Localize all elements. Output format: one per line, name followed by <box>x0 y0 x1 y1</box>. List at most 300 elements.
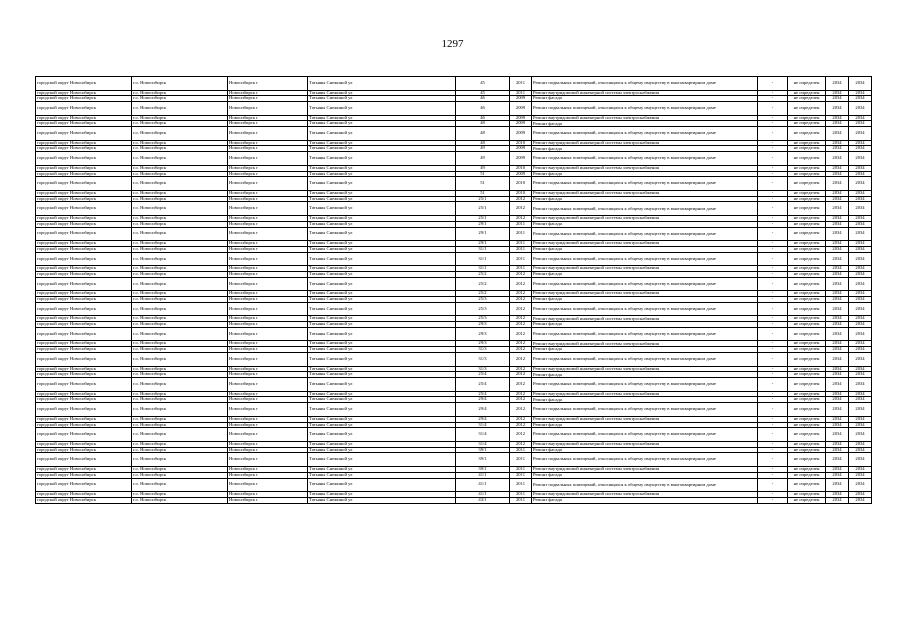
plan-year-start-cell: 2034 <box>826 327 849 341</box>
settlement-cell: г.о. Новосибирск <box>132 246 228 252</box>
city-cell: Новосибирск г <box>228 391 308 397</box>
dash-cell: - <box>758 372 788 378</box>
settlement-cell: г.о. Новосибирск <box>132 341 228 347</box>
city-cell: Новосибирск г <box>228 196 308 202</box>
settlement-cell: г.о. Новосибирск <box>132 397 228 403</box>
city-cell: Новосибирск г <box>228 397 308 403</box>
work-type-cell: Ремонт подвальных помещений, относящихся к общему имуществу в многоквартирном доме <box>532 453 758 467</box>
table-row <box>36 353 872 367</box>
district-cell: городской округ Новосибирск <box>36 416 132 422</box>
district-cell: городской округ Новосибирск <box>36 246 132 252</box>
district-cell: городской округ Новосибирск <box>36 322 132 328</box>
house-cell: 25/3 <box>456 297 510 303</box>
city-cell: Новосибирск г <box>228 277 308 291</box>
work-type-cell: Ремонт фасада <box>532 121 758 127</box>
year-built-cell: 2011 <box>510 466 532 472</box>
street-cell: Татьяны Снежиной ул <box>308 322 456 328</box>
district-cell: городской округ Новосибирск <box>36 291 132 297</box>
plan-year-end-cell: 2034 <box>849 127 872 141</box>
city-cell: Новосибирск г <box>228 403 308 417</box>
plan-year-start-cell: 2034 <box>826 221 849 227</box>
street-cell: Татьяны Снежиной ул <box>308 190 456 196</box>
settlement-cell: г.о. Новосибирск <box>132 316 228 322</box>
settlement-cell: г.о. Новосибирск <box>132 297 228 303</box>
house-cell: 39/1 <box>456 453 510 467</box>
plan-year-start-cell: 2034 <box>826 428 849 442</box>
work-type-cell: Ремонт фасада <box>532 221 758 227</box>
plan-year-end-cell: 2034 <box>849 77 872 91</box>
dash-cell: - <box>758 202 788 216</box>
status-cell: не определен <box>788 190 826 196</box>
settlement-cell: г.о. Новосибирск <box>132 102 228 116</box>
work-type-cell: Ремонт фасада <box>532 196 758 202</box>
city-cell: Новосибирск г <box>228 215 308 221</box>
status-cell: не определен <box>788 453 826 467</box>
status-cell: не определен <box>788 102 826 116</box>
table-row <box>36 152 872 166</box>
plan-year-start-cell: 2034 <box>826 152 849 166</box>
district-cell: городской округ Новосибирск <box>36 96 132 102</box>
year-built-cell: 2011 <box>510 241 532 247</box>
status-cell: не определен <box>788 196 826 202</box>
plan-year-end-cell: 2034 <box>849 447 872 453</box>
year-built-cell: 2011 <box>510 472 532 478</box>
work-type-cell: Ремонт внутридомовой инженерной системы электроснабжения <box>532 266 758 272</box>
city-cell: Новосибирск г <box>228 90 308 96</box>
plan-year-start-cell: 2034 <box>826 416 849 422</box>
district-cell: городской округ Новосибирск <box>36 391 132 397</box>
district-cell: городской округ Новосибирск <box>36 190 132 196</box>
settlement-cell: г.о. Новосибирск <box>132 466 228 472</box>
district-cell: городской округ Новосибирск <box>36 115 132 121</box>
house-cell: 25/3 <box>456 302 510 316</box>
house-cell: 48 <box>456 121 510 127</box>
house-cell: 25/1 <box>456 202 510 216</box>
city-cell: Новосибирск г <box>228 316 308 322</box>
settlement-cell: г.о. Новосибирск <box>132 497 228 503</box>
dash-cell: - <box>758 152 788 166</box>
plan-year-end-cell: 2034 <box>849 372 872 378</box>
city-cell: Новосибирск г <box>228 472 308 478</box>
year-built-cell: 2012 <box>510 353 532 367</box>
work-type-cell: Ремонт внутридомовой инженерной системы электроснабжения <box>532 466 758 472</box>
street-cell: Татьяны Снежиной ул <box>308 416 456 422</box>
dash-cell: - <box>758 353 788 367</box>
district-cell: городской округ Новосибирск <box>36 478 132 492</box>
street-cell: Татьяны Снежиной ул <box>308 347 456 353</box>
dash-cell: - <box>758 241 788 247</box>
district-cell: городской округ Новосибирск <box>36 397 132 403</box>
street-cell: Татьяны Снежиной ул <box>308 152 456 166</box>
dash-cell: - <box>758 302 788 316</box>
house-cell: 31/1 <box>456 266 510 272</box>
plan-year-end-cell: 2034 <box>849 196 872 202</box>
table-row <box>36 497 872 503</box>
house-cell: 43/1 <box>456 497 510 503</box>
plan-year-end-cell: 2034 <box>849 121 872 127</box>
district-cell: городской округ Новосибирск <box>36 152 132 166</box>
status-cell: не определен <box>788 127 826 141</box>
house-cell: 31/3 <box>456 366 510 372</box>
plan-year-end-cell: 2034 <box>849 353 872 367</box>
year-built-cell: 2009 <box>510 102 532 116</box>
street-cell: Татьяны Снежиной ул <box>308 177 456 191</box>
city-cell: Новосибирск г <box>228 441 308 447</box>
table-row <box>36 403 872 417</box>
dash-cell: - <box>758 140 788 146</box>
year-built-cell: 2009 <box>510 121 532 127</box>
city-cell: Новосибирск г <box>228 453 308 467</box>
status-cell: не определен <box>788 492 826 498</box>
dash-cell: - <box>758 447 788 453</box>
plan-year-end-cell: 2034 <box>849 152 872 166</box>
plan-year-start-cell: 2034 <box>826 246 849 252</box>
plan-year-start-cell: 2034 <box>826 171 849 177</box>
dash-cell: - <box>758 215 788 221</box>
dash-cell: - <box>758 497 788 503</box>
plan-year-start-cell: 2034 <box>826 252 849 266</box>
plan-year-start-cell: 2034 <box>826 196 849 202</box>
year-built-cell: 2010 <box>510 165 532 171</box>
city-cell: Новосибирск г <box>228 416 308 422</box>
settlement-cell: г.о. Новосибирск <box>132 422 228 428</box>
table-row <box>36 177 872 191</box>
settlement-cell: г.о. Новосибирск <box>132 252 228 266</box>
dash-cell: - <box>758 246 788 252</box>
plan-year-end-cell: 2034 <box>849 252 872 266</box>
street-cell: Татьяны Снежиной ул <box>308 447 456 453</box>
table-row <box>36 327 872 341</box>
district-cell: городской округ Новосибирск <box>36 140 132 146</box>
city-cell: Новосибирск г <box>228 366 308 372</box>
plan-year-end-cell: 2034 <box>849 165 872 171</box>
year-built-cell: 2009 <box>510 146 532 152</box>
work-type-cell: Ремонт фасада <box>532 422 758 428</box>
work-type-cell: Ремонт подвальных помещений, относящихся к общему имуществу в многоквартирном доме <box>532 353 758 367</box>
district-cell: городской округ Новосибирск <box>36 441 132 447</box>
table-row <box>36 77 872 91</box>
district-cell: городской округ Новосибирск <box>36 215 132 221</box>
city-cell: Новосибирск г <box>228 190 308 196</box>
year-built-cell: 2012 <box>510 196 532 202</box>
plan-year-start-cell: 2034 <box>826 492 849 498</box>
city-cell: Новосибирск г <box>228 266 308 272</box>
dash-cell: - <box>758 190 788 196</box>
house-cell: 31/3 <box>456 353 510 367</box>
year-built-cell: 2009 <box>510 127 532 141</box>
plan-year-end-cell: 2034 <box>849 215 872 221</box>
work-type-cell: Ремонт фасада <box>532 246 758 252</box>
work-type-cell: Ремонт подвальных помещений, относящихся к общему имуществу в многоквартирном доме <box>532 152 758 166</box>
repair-schedule-table <box>35 76 871 504</box>
year-built-cell: 2011 <box>510 77 532 91</box>
plan-year-start-cell: 2034 <box>826 403 849 417</box>
street-cell: Татьяны Снежиной ул <box>308 297 456 303</box>
status-cell: не определен <box>788 322 826 328</box>
status-cell: не определен <box>788 372 826 378</box>
city-cell: Новосибирск г <box>228 227 308 241</box>
plan-year-end-cell: 2034 <box>849 492 872 498</box>
city-cell: Новосибирск г <box>228 447 308 453</box>
plan-year-end-cell: 2034 <box>849 391 872 397</box>
status-cell: не определен <box>788 171 826 177</box>
street-cell: Татьяны Снежиной ул <box>308 121 456 127</box>
status-cell: не определен <box>788 146 826 152</box>
plan-year-end-cell: 2034 <box>849 378 872 392</box>
dash-cell: - <box>758 271 788 277</box>
district-cell: городской округ Новосибирск <box>36 341 132 347</box>
year-built-cell: 2009 <box>510 96 532 102</box>
plan-year-end-cell: 2034 <box>849 241 872 247</box>
plan-year-start-cell: 2034 <box>826 266 849 272</box>
settlement-cell: г.о. Новосибирск <box>132 271 228 277</box>
settlement-cell: г.о. Новосибирск <box>132 302 228 316</box>
work-type-cell: Ремонт подвальных помещений, относящихся к общему имуществу в многоквартирном доме <box>532 77 758 91</box>
dash-cell: - <box>758 378 788 392</box>
status-cell: не определен <box>788 441 826 447</box>
settlement-cell: г.о. Новосибирск <box>132 241 228 247</box>
settlement-cell: г.о. Новосибирск <box>132 366 228 372</box>
plan-year-start-cell: 2034 <box>826 478 849 492</box>
district-cell: городской округ Новосибирск <box>36 327 132 341</box>
city-cell: Новосибирск г <box>228 146 308 152</box>
dash-cell: - <box>758 177 788 191</box>
year-built-cell: 2011 <box>510 266 532 272</box>
year-built-cell: 2012 <box>510 316 532 322</box>
street-cell: Татьяны Снежиной ул <box>308 241 456 247</box>
street-cell: Татьяны Снежиной ул <box>308 372 456 378</box>
city-cell: Новосибирск г <box>228 221 308 227</box>
house-cell: 48 <box>456 140 510 146</box>
plan-year-end-cell: 2034 <box>849 90 872 96</box>
house-cell: 45 <box>456 90 510 96</box>
house-cell: 29/4 <box>456 397 510 403</box>
street-cell: Татьяны Снежиной ул <box>308 441 456 447</box>
status-cell: не определен <box>788 90 826 96</box>
plan-year-end-cell: 2034 <box>849 416 872 422</box>
city-cell: Новосибирск г <box>228 492 308 498</box>
table-row <box>36 102 872 116</box>
work-type-cell: Ремонт внутридомовой инженерной системы электроснабжения <box>532 115 758 121</box>
plan-year-end-cell: 2034 <box>849 171 872 177</box>
status-cell: не определен <box>788 478 826 492</box>
status-cell: не определен <box>788 428 826 442</box>
dash-cell: - <box>758 277 788 291</box>
plan-year-end-cell: 2034 <box>849 403 872 417</box>
plan-year-start-cell: 2034 <box>826 227 849 241</box>
street-cell: Татьяны Снежиной ул <box>308 215 456 221</box>
city-cell: Новосибирск г <box>228 302 308 316</box>
work-type-cell: Ремонт внутридомовой инженерной системы электроснабжения <box>532 416 758 422</box>
plan-year-end-cell: 2034 <box>849 327 872 341</box>
table-row <box>36 252 872 266</box>
page-number: 1297 <box>441 38 464 50</box>
year-built-cell: 2011 <box>510 227 532 241</box>
plan-year-start-cell: 2034 <box>826 215 849 221</box>
street-cell: Татьяны Снежиной ул <box>308 221 456 227</box>
house-cell: 29/3 <box>456 327 510 341</box>
dash-cell: - <box>758 422 788 428</box>
house-cell: 46 <box>456 115 510 121</box>
city-cell: Новосибирск г <box>228 466 308 472</box>
street-cell: Татьяны Снежиной ул <box>308 366 456 372</box>
status-cell: не определен <box>788 347 826 353</box>
work-type-cell: Ремонт подвальных помещений, относящихся к общему имуществу в многоквартирном доме <box>532 102 758 116</box>
district-cell: городской округ Новосибирск <box>36 77 132 91</box>
street-cell: Татьяны Снежиной ул <box>308 271 456 277</box>
year-built-cell: 2011 <box>510 221 532 227</box>
work-type-cell: Ремонт фасада <box>532 297 758 303</box>
year-built-cell: 2012 <box>510 202 532 216</box>
city-cell: Новосибирск г <box>228 102 308 116</box>
plan-year-end-cell: 2034 <box>849 428 872 442</box>
city-cell: Новосибирск г <box>228 291 308 297</box>
plan-year-end-cell: 2034 <box>849 316 872 322</box>
year-built-cell: 2011 <box>510 447 532 453</box>
plan-year-end-cell: 2034 <box>849 497 872 503</box>
year-built-cell: 2012 <box>510 271 532 277</box>
house-cell: 29/1 <box>456 227 510 241</box>
district-cell: городской округ Новосибирск <box>36 378 132 392</box>
plan-year-end-cell: 2034 <box>849 322 872 328</box>
year-built-cell: 2010 <box>510 177 532 191</box>
district-cell: городской округ Новосибирск <box>36 127 132 141</box>
plan-year-end-cell: 2034 <box>849 297 872 303</box>
status-cell: не определен <box>788 366 826 372</box>
dash-cell: - <box>758 90 788 96</box>
dash-cell: - <box>758 322 788 328</box>
year-built-cell: 2012 <box>510 422 532 428</box>
plan-year-start-cell: 2034 <box>826 341 849 347</box>
plan-year-start-cell: 2034 <box>826 165 849 171</box>
plan-year-start-cell: 2034 <box>826 472 849 478</box>
plan-year-start-cell: 2034 <box>826 241 849 247</box>
street-cell: Татьяны Снежиной ул <box>308 77 456 91</box>
year-built-cell: 2012 <box>510 428 532 442</box>
work-type-cell: Ремонт внутридомовой инженерной системы электроснабжения <box>532 316 758 322</box>
dash-cell: - <box>758 115 788 121</box>
district-cell: городской округ Новосибирск <box>36 252 132 266</box>
plan-year-start-cell: 2034 <box>826 271 849 277</box>
house-cell: 49 <box>456 152 510 166</box>
settlement-cell: г.о. Новосибирск <box>132 322 228 328</box>
street-cell: Татьяны Снежиной ул <box>308 246 456 252</box>
settlement-cell: г.о. Новосибирск <box>132 171 228 177</box>
plan-year-start-cell: 2034 <box>826 366 849 372</box>
house-cell: 31/1 <box>456 252 510 266</box>
settlement-cell: г.о. Новосибирск <box>132 416 228 422</box>
settlement-cell: г.о. Новосибирск <box>132 347 228 353</box>
street-cell: Татьяны Снежиной ул <box>308 90 456 96</box>
house-cell: 29/4 <box>456 403 510 417</box>
dash-cell: - <box>758 316 788 322</box>
house-cell: 25/4 <box>456 372 510 378</box>
settlement-cell: г.о. Новосибирск <box>132 277 228 291</box>
work-type-cell: Ремонт фасада <box>532 322 758 328</box>
street-cell: Татьяны Снежиной ул <box>308 397 456 403</box>
work-type-cell: Ремонт внутридомовой инженерной системы электроснабжения <box>532 190 758 196</box>
city-cell: Новосибирск г <box>228 152 308 166</box>
plan-year-start-cell: 2034 <box>826 127 849 141</box>
street-cell: Татьяны Снежиной ул <box>308 341 456 347</box>
dash-cell: - <box>758 127 788 141</box>
city-cell: Новосибирск г <box>228 96 308 102</box>
district-cell: городской округ Новосибирск <box>36 121 132 127</box>
work-type-cell: Ремонт внутридомовой инженерной системы электроснабжения <box>532 291 758 297</box>
dash-cell: - <box>758 416 788 422</box>
settlement-cell: г.о. Новосибирск <box>132 428 228 442</box>
work-type-cell: Ремонт внутридомовой инженерной системы электроснабжения <box>532 165 758 171</box>
street-cell: Татьяны Снежиной ул <box>308 102 456 116</box>
plan-year-start-cell: 2034 <box>826 190 849 196</box>
dash-cell: - <box>758 102 788 116</box>
plan-year-start-cell: 2034 <box>826 353 849 367</box>
district-cell: городской округ Новосибирск <box>36 447 132 453</box>
status-cell: не определен <box>788 96 826 102</box>
street-cell: Татьяны Снежиной ул <box>308 391 456 397</box>
street-cell: Татьяны Снежиной ул <box>308 428 456 442</box>
work-type-cell: Ремонт фасада <box>532 497 758 503</box>
dash-cell: - <box>758 366 788 372</box>
work-type-cell: Ремонт подвальных помещений, относящихся к общему имуществу в многоквартирном доме <box>532 428 758 442</box>
plan-year-end-cell: 2034 <box>849 291 872 297</box>
city-cell: Новосибирск г <box>228 252 308 266</box>
plan-year-start-cell: 2034 <box>826 102 849 116</box>
street-cell: Татьяны Снежиной ул <box>308 277 456 291</box>
dash-cell: - <box>758 266 788 272</box>
district-cell: городской округ Новосибирск <box>36 316 132 322</box>
dash-cell: - <box>758 341 788 347</box>
settlement-cell: г.о. Новосибирск <box>132 77 228 91</box>
settlement-cell: г.о. Новосибирск <box>132 146 228 152</box>
year-built-cell: 2012 <box>510 327 532 341</box>
work-type-cell: Ремонт внутридомовой инженерной системы электроснабжения <box>532 366 758 372</box>
work-type-cell: Ремонт подвальных помещений, относящихся к общему имуществу в многоквартирном доме <box>532 478 758 492</box>
status-cell: не определен <box>788 302 826 316</box>
status-cell: не определен <box>788 241 826 247</box>
street-cell: Татьяны Снежиной ул <box>308 115 456 121</box>
house-cell: 41/1 <box>456 478 510 492</box>
status-cell: не определен <box>788 202 826 216</box>
street-cell: Татьяны Снежиной ул <box>308 291 456 297</box>
plan-year-start-cell: 2034 <box>826 497 849 503</box>
year-built-cell: 2011 <box>510 497 532 503</box>
plan-year-end-cell: 2034 <box>849 277 872 291</box>
plan-year-end-cell: 2034 <box>849 347 872 353</box>
plan-year-end-cell: 2034 <box>849 466 872 472</box>
work-type-cell: Ремонт подвальных помещений, относящихся к общему имуществу в многоквартирном доме <box>532 327 758 341</box>
plan-year-end-cell: 2034 <box>849 190 872 196</box>
dash-cell: - <box>758 466 788 472</box>
year-built-cell: 2012 <box>510 366 532 372</box>
street-cell: Татьяны Снежиной ул <box>308 171 456 177</box>
plan-year-end-cell: 2034 <box>849 227 872 241</box>
plan-year-start-cell: 2034 <box>826 277 849 291</box>
status-cell: не определен <box>788 316 826 322</box>
table-row <box>36 277 872 291</box>
year-built-cell: 2009 <box>510 171 532 177</box>
house-cell: 29/4 <box>456 416 510 422</box>
city-cell: Новосибирск г <box>228 372 308 378</box>
plan-year-end-cell: 2034 <box>849 115 872 121</box>
street-cell: Татьяны Снежиной ул <box>308 146 456 152</box>
status-cell: не определен <box>788 466 826 472</box>
street-cell: Татьяны Снежиной ул <box>308 403 456 417</box>
dash-cell: - <box>758 77 788 91</box>
status-cell: не определен <box>788 165 826 171</box>
plan-year-start-cell: 2034 <box>826 372 849 378</box>
city-cell: Новосибирск г <box>228 347 308 353</box>
